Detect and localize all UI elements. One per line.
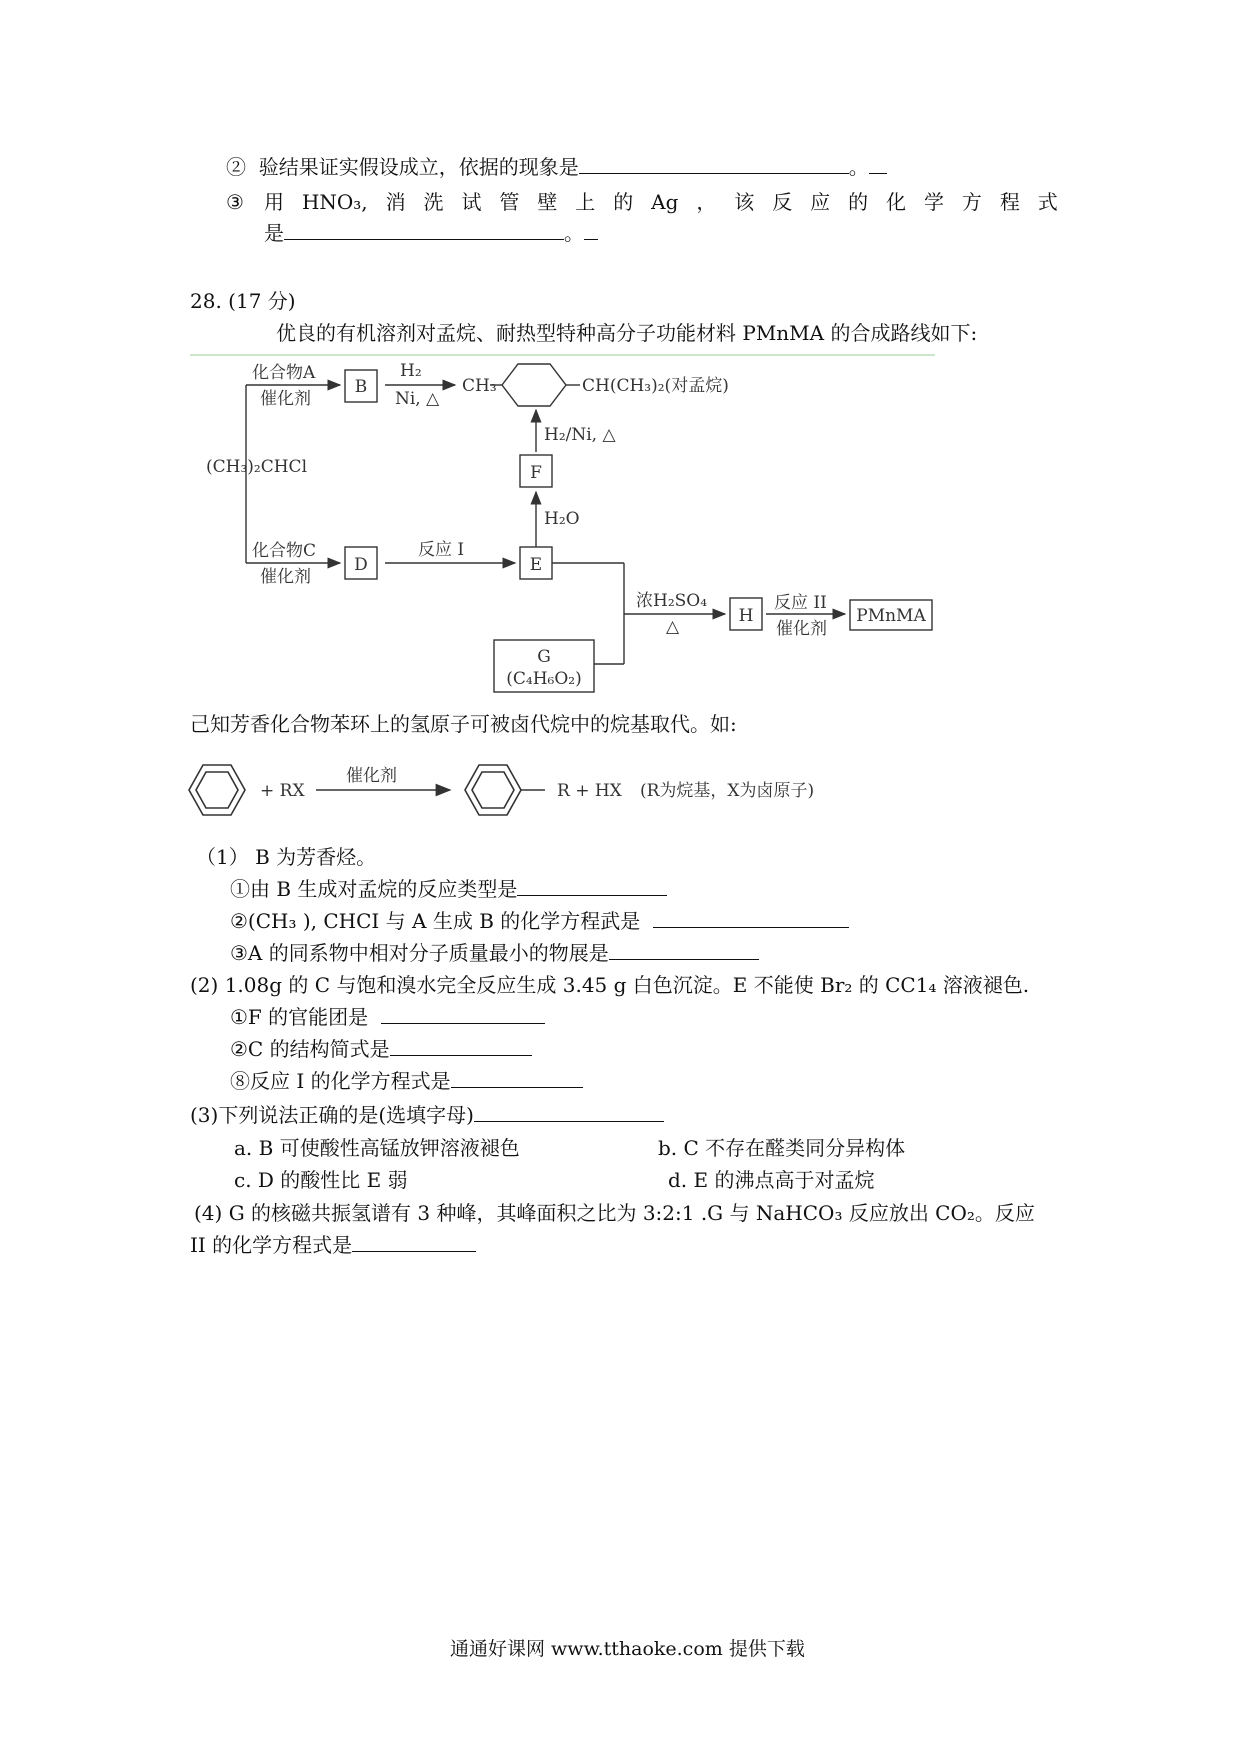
ni-heat: Ni, △ <box>395 389 440 409</box>
label-B: B <box>354 377 368 397</box>
page-footer: 通通好课网 www.tthaoke.com 提供下载 <box>450 1638 805 1660</box>
q27-item3-word: 的 <box>848 190 869 214</box>
q27-item3-word: Ag <box>651 190 679 214</box>
label-E: E <box>529 555 543 575</box>
ch3-group: CH₃ <box>462 376 497 396</box>
q27-item3-word: 消 <box>385 190 406 214</box>
top-reagent: 化合物A <box>252 363 316 383</box>
part4-line2 <box>190 1233 476 1257</box>
q27-item3-word: 化 <box>886 190 907 214</box>
part1-item1 <box>230 877 667 901</box>
benzene-inner-1 <box>196 772 238 808</box>
label-G: G <box>537 647 551 667</box>
q27-item2-number: ② <box>226 155 246 179</box>
q27-item3-word: 试 <box>461 190 482 214</box>
option-b: b. C 不存在醛类同分异构体 <box>658 1136 906 1160</box>
answer-blank[interactable] <box>390 1037 532 1056</box>
answer-blank[interactable] <box>609 941 759 960</box>
q27-item3-cont: 是 <box>264 221 284 245</box>
catalyst-label: 催化剂 <box>346 766 397 786</box>
answer-blank[interactable] <box>451 1069 583 1088</box>
answer-blank[interactable] <box>352 1233 476 1252</box>
h2-ni-heat: H₂/Ni, △ <box>544 425 616 445</box>
bottom-reagent: 化合物C <box>252 541 317 561</box>
q27-item3-word: 用 <box>264 190 284 214</box>
q27-item3-word: 应 <box>810 190 831 214</box>
product-label: PMnMA <box>856 606 926 626</box>
reaction-I-label: 反应 I <box>418 540 465 560</box>
part1-item1-text: ①由 B 生成对孟烷的反应类型是 <box>230 877 518 901</box>
q27-item3-word: 上 <box>575 190 596 214</box>
answer-blank[interactable] <box>381 1005 545 1024</box>
heat-symbol: △ <box>666 617 680 637</box>
q27-item2-text: 验结果证实假设成立，依据的现象是 <box>258 155 579 179</box>
bottom-catalyst: 催化剂 <box>260 567 311 587</box>
synthesis-scheme <box>0 0 1240 720</box>
q28-intro: 优良的有机溶剂对孟烷、耐热型特种高分子功能材料 PMnMA 的合成路线如下: <box>276 321 978 345</box>
part2-header: (2) 1.08g 的 C 与饱和溴水完全反应生成 3.45 g 白色沉淀。E 不能使 Br₂ 的 CC1₄ 溶液褪色. <box>190 973 1030 997</box>
q28-header: 28. (17 分) <box>190 289 296 313</box>
answer-blank[interactable] <box>653 909 849 928</box>
part1-item3 <box>230 941 759 965</box>
part1-item3-text: ③A 的同系物中相对分子质量最小的物展是 <box>230 941 609 965</box>
part2-item2 <box>230 1037 532 1061</box>
answer-blank[interactable] <box>474 1103 664 1122</box>
part3-header-text: (3)下列说法正确的是(选填字母) <box>190 1103 474 1127</box>
q27-item3-word: 方 <box>961 190 982 214</box>
start-compound: (CH₃)₂CHCl <box>206 457 308 477</box>
cyclohexane-ring <box>502 364 566 406</box>
top-catalyst: 催化剂 <box>260 389 311 409</box>
q27-item3-word: 壁 <box>537 190 558 214</box>
q27-item3-word: ， <box>696 190 717 214</box>
product-r-hx: R + HX <box>557 781 622 801</box>
q27-item3-word: HNO₃, <box>301 190 368 214</box>
q27-item3-word: 反 <box>772 190 793 214</box>
catalyst-label: 催化剂 <box>776 619 827 639</box>
label-D: D <box>354 555 368 575</box>
answer-blank[interactable] <box>517 877 667 896</box>
plus-rx: + RX <box>260 781 305 801</box>
alkylation-equation <box>0 752 1240 822</box>
known-fact-text: 己知芳香化合物苯环上的氢原子可被卤代烷中的烷基取代。如: <box>190 712 737 736</box>
reaction-II-label: 反应 II <box>774 593 827 613</box>
q27-item3-number: ③ <box>226 190 244 214</box>
isopropyl-group: CH(CH₃)₂(对孟烷) <box>582 376 729 396</box>
option-c: c. D 的酸性比 E 弱 <box>234 1168 408 1192</box>
part4-line2-text: II 的化学方程式是 <box>190 1233 353 1257</box>
part1-item2 <box>230 909 849 933</box>
part2-item1-text: ①F 的官能团是 <box>230 1005 369 1029</box>
h2o-reagent: H₂O <box>544 509 580 529</box>
r-x-note: (R为烷基，X为卤原子) <box>640 781 815 801</box>
label-F: F <box>530 463 542 483</box>
q27-item3-word: 程 <box>999 190 1020 214</box>
benzene-inner-2 <box>472 772 514 808</box>
option-a: a. B 可使酸性高锰放钾溶液褪色 <box>234 1136 520 1160</box>
part2-item3-text: ⑧反应 I 的化学方程式是 <box>230 1069 451 1093</box>
part1-header: （1） B 为芳香烃。 <box>196 845 377 869</box>
q27-item3-end: 。 <box>564 221 584 245</box>
part2-item2-text: ②C 的结构简式是 <box>230 1037 390 1061</box>
q27-item3-word: 的 <box>613 190 634 214</box>
option-d: d. E 的沸点高于对孟烷 <box>668 1168 875 1192</box>
part3-header <box>190 1103 664 1127</box>
q27-item3-word: 管 <box>499 190 520 214</box>
q27-item3-word: 该 <box>734 190 755 214</box>
q27-item3-word: 学 <box>923 190 944 214</box>
q27-item2-end: 。 <box>848 155 869 179</box>
reagent-h2: H₂ <box>400 361 422 381</box>
part2-item1 <box>230 1005 545 1029</box>
G-formula: (C₄H₆O₂) <box>506 669 582 689</box>
part1-item2-text: ②(CH₃ ), CHCI 与 A 生成 B 的化学方程武是 <box>230 909 641 933</box>
part4-line1: (4) G 的核磁共振氢谱有 3 种峰，其峰面积之比为 3:2:1 .G 与 NaHCO₃ 反应放出 CO₂。反应 <box>194 1201 1035 1225</box>
conc-h2so4: 浓H₂SO₄ <box>636 591 708 611</box>
label-H: H <box>738 606 754 626</box>
q27-item3-word: 洗 <box>423 190 444 214</box>
q27-item3-word: 式 <box>1037 190 1058 214</box>
part2-item3 <box>230 1069 583 1093</box>
